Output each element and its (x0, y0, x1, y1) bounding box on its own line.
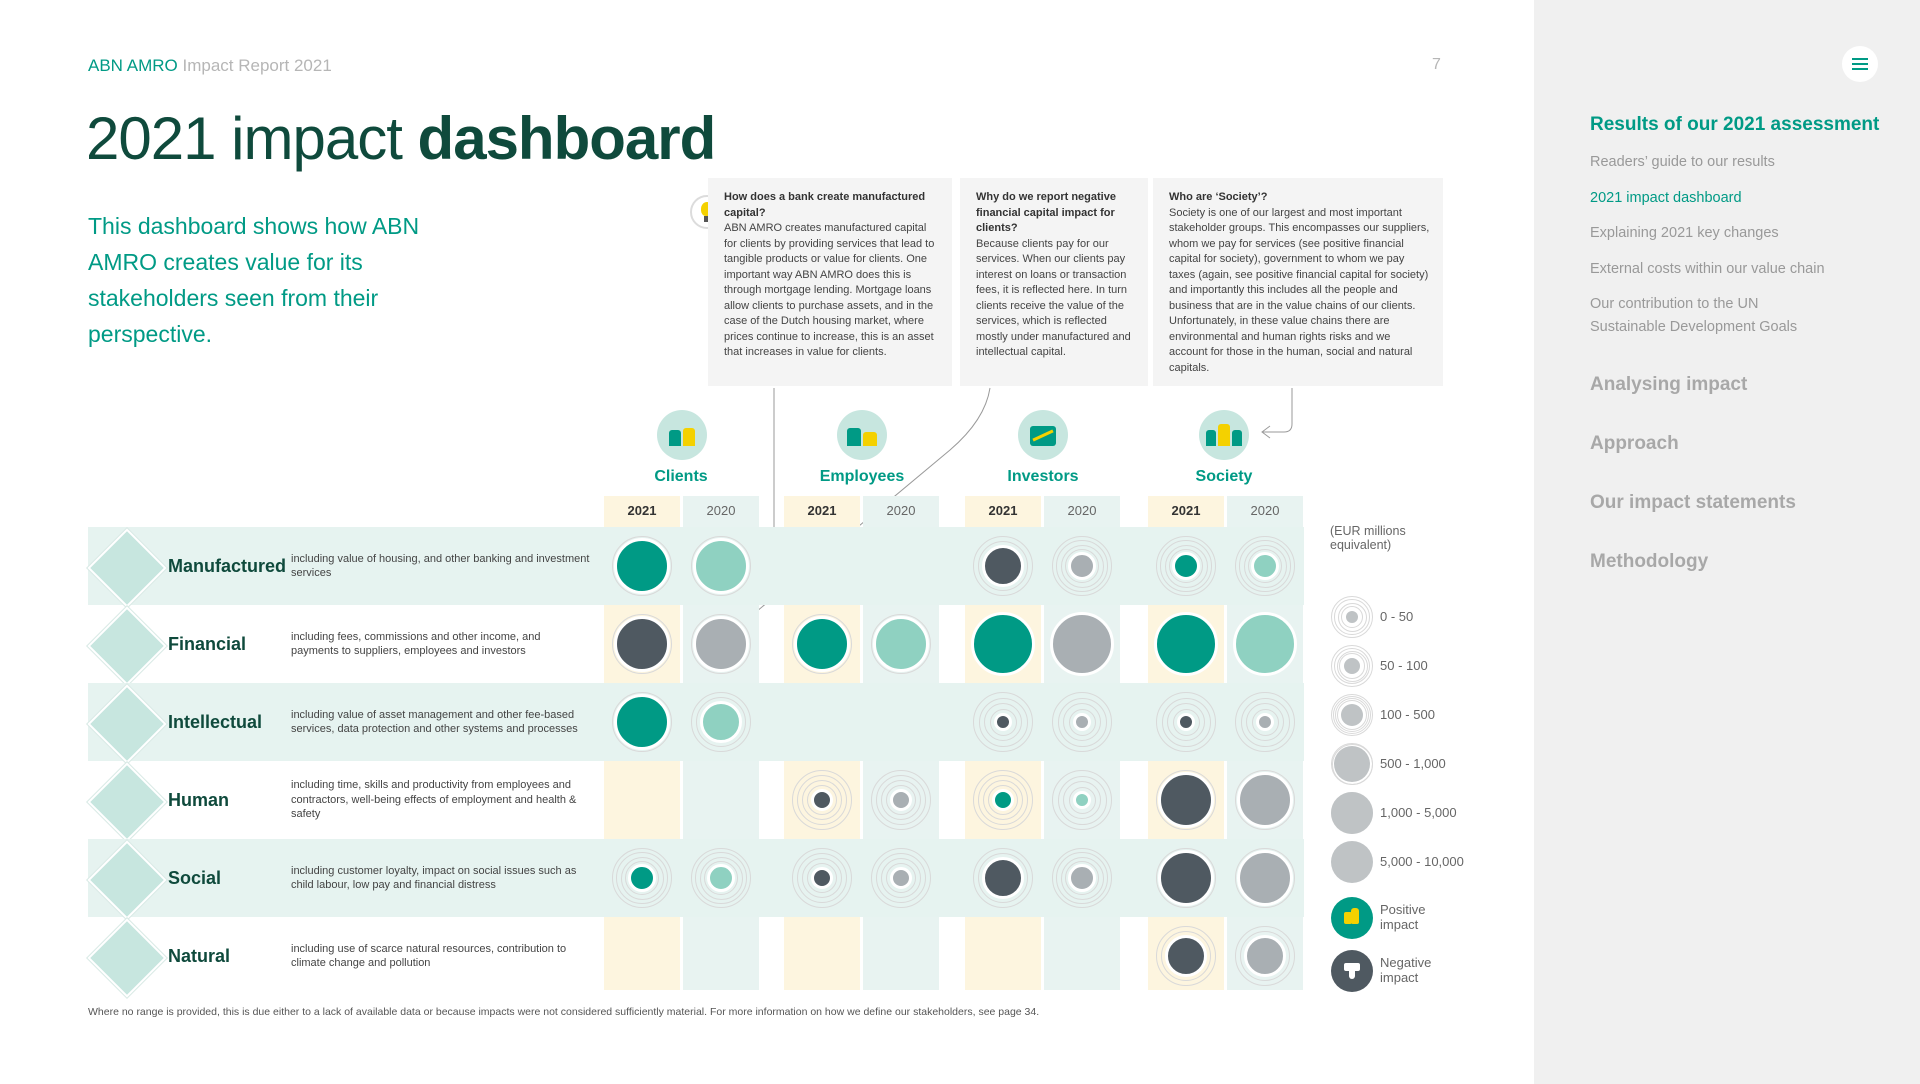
impact-bubble (707, 864, 735, 892)
hamburger-icon (1852, 58, 1868, 60)
impact-bubble (1050, 612, 1114, 676)
capital-description: including value of asset management and other fee-based services, data protection and other systems and processes (291, 708, 578, 735)
year-label: 2020 (1067, 503, 1097, 518)
legend-range-label: 5,000 - 10,000 (1380, 854, 1464, 869)
year-label: 2020 (1250, 503, 1280, 518)
legend-range-label: 100 - 500 (1380, 707, 1435, 722)
sidebar-item-readers-guide[interactable]: Readers’ guide to our results (1590, 154, 1775, 170)
legend-range-label: 500 - 1,000 (1380, 756, 1446, 771)
info-question: Who are ‘Society’? (1169, 191, 1268, 203)
stakeholder-society: Society (1195, 468, 1253, 485)
impact-bubble (971, 612, 1035, 676)
menu-button[interactable] (1842, 46, 1878, 82)
sidebar-item-approach[interactable]: Approach (1590, 433, 1679, 454)
impact-bubble (614, 616, 670, 672)
impact-bubble (1165, 935, 1207, 977)
impact-bubble (1237, 850, 1293, 906)
legend-bubble (1344, 658, 1360, 674)
impact-bubble (1172, 552, 1200, 580)
year-label: 2021 (627, 503, 657, 518)
legend-bubble (1346, 611, 1358, 623)
sidebar-item-sdg-contribution[interactable]: Our contribution to the UN Sustainable Development Goals (1590, 296, 1798, 335)
title-bold: dashboard (417, 105, 716, 172)
sidebar-item-key-changes[interactable]: Explaining 2021 key changes (1590, 225, 1779, 241)
impact-bubble (693, 538, 749, 594)
legend-range-label: 1,000 - 5,000 (1380, 805, 1457, 820)
investors-icon (1018, 410, 1068, 460)
impact-bubble (1158, 850, 1214, 906)
legend-bubble (1334, 746, 1370, 782)
impact-bubble (1177, 713, 1195, 731)
employees-icon (837, 410, 887, 460)
impact-bubble (1237, 772, 1293, 828)
sidebar-section-title[interactable]: Results of our 2021 assessment (1590, 114, 1880, 135)
capital-name: Financial (168, 634, 247, 654)
impact-bubble (1158, 772, 1214, 828)
info-text: Because clients pay for our services. When our clients pay interest on loans or transaction fees, it is reflected here. In turn clients receive the value of the services, which is reflected mostly under manufactured and intellectual capital. (976, 237, 1131, 358)
legend-bubble (1331, 792, 1373, 834)
impact-bubble (890, 867, 912, 889)
impact-bubble (614, 694, 670, 750)
capital-name: Intellectual (168, 712, 263, 732)
impact-bubble (994, 713, 1012, 731)
impact-bubble (1244, 935, 1286, 977)
legend-bubble (1331, 841, 1373, 883)
year-label: 2020 (886, 503, 916, 518)
impact-bubble (794, 616, 850, 672)
sidebar-item-impact-dashboard[interactable]: 2021 impact dashboard (1590, 190, 1742, 206)
legend-positive-label: Positive impact (1380, 902, 1426, 932)
impact-bubble (693, 616, 749, 672)
impact-bubble (1251, 552, 1279, 580)
year-label: 2021 (807, 503, 837, 518)
legend-bubble (1341, 704, 1363, 726)
impact-bubble (992, 789, 1014, 811)
year-label: 2020 (706, 503, 736, 518)
stakeholder-employees: Employees (819, 468, 905, 485)
page-number: 7 (1432, 56, 1441, 73)
capital-description: including fees, commissions and other income, and payments to suppliers, employees and investors (291, 630, 541, 657)
capital-name: Human (168, 790, 230, 810)
sidebar-item-methodology[interactable]: Methodology (1590, 551, 1709, 572)
impact-bubble (700, 701, 742, 743)
impact-bubble (811, 867, 833, 889)
thumbs-up-icon (1331, 897, 1373, 939)
capital-description: including time, skills and productivity from employees and contractors, well-being effects of employment and health & safety (291, 779, 577, 821)
sidebar-item-external-costs[interactable]: External costs within our value chain (1590, 261, 1825, 277)
impact-bubble (1073, 791, 1091, 809)
thumbs-down-icon (1331, 950, 1373, 992)
capital-name: Social (168, 868, 222, 888)
capital-description: including customer loyalty, impact on social issues such as child labour, low pay and financial distress (291, 864, 577, 891)
footnote: Where no range is provided, this is due either to a lack of available data or because impacts were not considered sufficiently material. For more information on how we define our stakeholders, see page 34. (88, 1006, 1040, 1018)
impact-bubble (982, 857, 1024, 899)
capital-name: Natural (168, 946, 231, 966)
impact-bubble (982, 545, 1024, 587)
info-text: ABN AMRO creates manufactured capital for clients by providing services that lead to tangible products or value for clients. One important way ABN AMRO does this is through mortgage lending. Mortgage loans allow clients to purchase assets, and in the case of the Dutch housing market, where prices continue to increase, this is an asset that increases in value for clients. (724, 222, 935, 358)
legend-negative-label: Negative impact (1380, 955, 1432, 985)
info-question: Why do we report negative financial capital impact for clients? (976, 191, 1116, 234)
capital-name: Manufactured (168, 556, 287, 576)
impact-bubble (1233, 612, 1297, 676)
impact-bubble (614, 538, 670, 594)
impact-bubble (890, 789, 912, 811)
sidebar-item-analysing-impact[interactable]: Analysing impact (1590, 374, 1748, 395)
impact-bubble (1073, 713, 1091, 731)
info-question: How does a bank create manufactured capital? (724, 191, 926, 219)
legend-range-label: 0 - 50 (1380, 609, 1414, 624)
impact-bubble (1068, 864, 1096, 892)
impact-bubble (1256, 713, 1274, 731)
impact-bubble (873, 616, 929, 672)
brand-name: ABN AMRO (88, 56, 178, 75)
sidebar-item-impact-statements[interactable]: Our impact statements (1590, 492, 1796, 513)
year-label: 2021 (988, 503, 1018, 518)
year-label: 2021 (1171, 503, 1201, 518)
title-light: 2021 impact (86, 105, 402, 172)
impact-bubble (1068, 552, 1096, 580)
impact-bubble (628, 864, 656, 892)
intro-text: This dashboard shows how ABN AMRO creates value for its stakeholders seen from their perspective. (88, 213, 420, 347)
info-text: Society is one of our largest and most important stakeholder groups. This encompasses our suppliers, whom we pay for services (see positive financial capital for society), government to whom we pay taxes (again, see positive financial capital for society) and importantly this includes all the people and business that are in the value chains of our clients. Unfortunately, in these value chains there are environmental and human rights risks and we account for those in the human, social and natural capitals. (1169, 206, 1430, 374)
capital-description: including value of housing, and other banking and investment services (291, 552, 590, 579)
clients-icon (657, 410, 707, 460)
impact-bubble (811, 789, 833, 811)
legend-range-label: 50 - 100 (1380, 658, 1428, 673)
legend-unit: (EUR millions equivalent) (1330, 524, 1406, 552)
society-icon (1199, 410, 1249, 460)
stakeholder-investors: Investors (1007, 468, 1079, 485)
stakeholder-clients: Clients (654, 468, 708, 485)
impact-bubble (1154, 612, 1218, 676)
report-name: Impact Report 2021 (182, 56, 332, 75)
capital-description: including use of scarce natural resources, contribution to climate change and pollution (291, 942, 567, 969)
